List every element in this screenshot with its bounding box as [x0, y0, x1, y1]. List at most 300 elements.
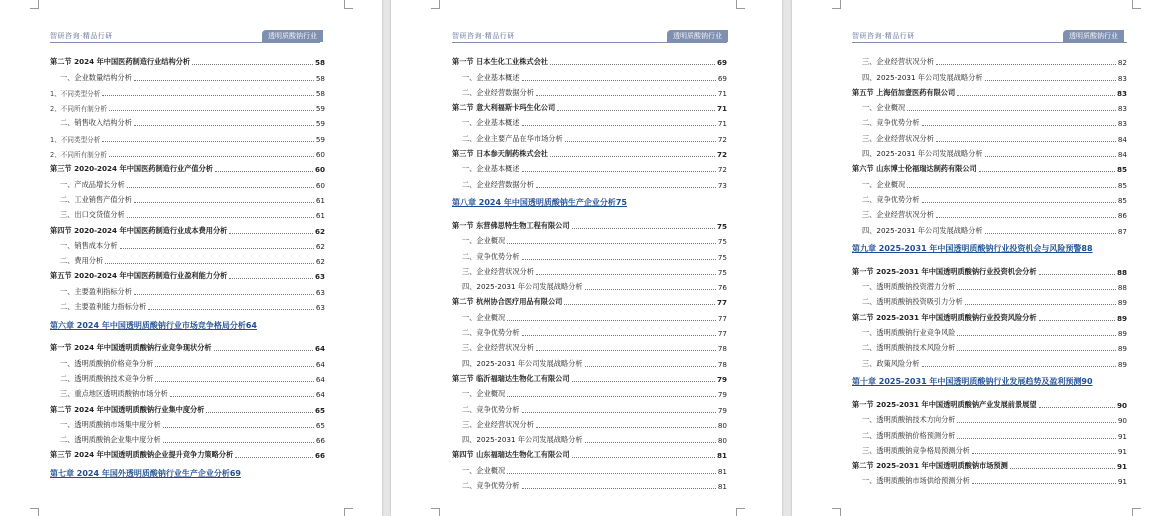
toc-entry-item[interactable]	[452, 399, 727, 414]
toc-page-number: 72	[717, 165, 727, 175]
toc-page-number: 91	[1117, 431, 1127, 441]
toc-page-number: 75	[717, 252, 727, 262]
toc-dot-leader	[134, 80, 314, 81]
toc-dot-leader	[536, 350, 716, 351]
toc-entry-title: 第三节 临沂福瑞达生物化工有限公司	[452, 373, 570, 383]
toc-dot-leader	[985, 233, 1116, 234]
header-rule	[852, 42, 1127, 43]
toc-entry-item[interactable]	[852, 113, 1127, 128]
toc-entry-item[interactable]	[452, 415, 727, 430]
toc-entry-title: 二、竞争优势分析	[462, 481, 520, 491]
toc-entry-title: 第六节 山东博士伦福瑞达制药有限公司	[852, 164, 977, 174]
toc-page-number: 89	[1117, 359, 1127, 369]
toc-entry-item[interactable]	[452, 476, 727, 491]
toc-entry-title: 2、不同所有制分析	[50, 105, 107, 114]
toc-entry-item[interactable]	[852, 128, 1127, 143]
toc-dot-leader	[507, 243, 716, 244]
toc-entry-section[interactable]	[852, 307, 1127, 322]
toc-entry-item[interactable]	[50, 415, 325, 430]
toc-entry-title: 1、不同类型分析	[50, 89, 101, 98]
toc-entry-title: 第三节 2024 年中国透明质酸钠企业提升竞争力策略分析	[50, 450, 234, 460]
toc-entry-item[interactable]	[50, 297, 325, 312]
toc-entry-chapter[interactable]	[50, 460, 325, 486]
toc-entry-title: 第九章 2025-2031 年中国透明质酸钠行业投资机会与风险预警	[852, 244, 1082, 254]
toc-entry-item[interactable]	[452, 262, 727, 277]
toc-entry-title: 四、2025-2031 年公司发展战略分析	[462, 358, 583, 368]
toc-entry-chapter[interactable]	[852, 236, 1127, 262]
toc-page-number: 59	[315, 134, 325, 144]
toc-entry-item[interactable]	[852, 205, 1127, 220]
toc-entry-section[interactable]	[50, 266, 325, 281]
toc-entry-sub[interactable]	[50, 83, 325, 98]
toc-entry-item[interactable]	[452, 277, 727, 292]
toc-page-number: 88	[1116, 267, 1127, 277]
toc-dot-leader	[957, 95, 1115, 96]
toc-entry-title: 一、透明质酸钠价格竞争分析	[60, 358, 154, 368]
toc-entry-item[interactable]	[452, 128, 727, 143]
toc-entry-title: 二、透明质酸钠价格预测分析	[862, 430, 956, 440]
toc-page-number: 63	[314, 272, 325, 282]
toc-page-number: 60	[315, 150, 325, 160]
toc-entry-item[interactable]	[852, 410, 1127, 425]
toc-entry-title: 三、企业经营状况分析	[862, 210, 934, 220]
toc-page-number: 85	[1117, 180, 1127, 190]
toc-dot-leader	[922, 125, 1116, 126]
toc-entry-title: 三、企业经营状况分析	[462, 266, 534, 276]
header-logo: 智研咨询·精品行研	[50, 32, 113, 40]
toc-page-number: 83	[1116, 88, 1127, 98]
toc-dot-leader	[550, 64, 715, 65]
toc-page-number: 77	[717, 313, 727, 323]
toc-entry-section[interactable]	[50, 399, 325, 414]
header-tag: 透明质酸钠行业	[667, 30, 728, 42]
toc-dot-leader	[522, 259, 716, 260]
toc-entry-title: 1、不同类型分析	[50, 135, 101, 144]
toc-entry-title: 三、重点地区透明质酸钠市场分析	[60, 389, 168, 399]
toc-entry-item[interactable]	[452, 460, 727, 475]
toc-entry-item[interactable]	[452, 338, 727, 353]
toc-dot-leader	[1039, 407, 1115, 408]
toc-entry-item[interactable]	[852, 338, 1127, 353]
toc-entry-title: 一、企业概况	[862, 103, 906, 113]
toc-entry-section[interactable]	[50, 220, 325, 235]
toc-dot-leader	[907, 187, 1116, 188]
toc-entry-section[interactable]	[852, 159, 1127, 174]
toc-dot-leader	[134, 294, 314, 295]
toc-dot-leader	[192, 64, 313, 65]
toc-dot-leader	[163, 427, 314, 428]
toc-entry-section[interactable]	[452, 98, 727, 113]
toc-dot-leader	[936, 141, 1116, 142]
toc-entry-section[interactable]	[852, 395, 1127, 410]
toc-entry-title: 一、透明质酸钠市场供给预测分析	[862, 476, 970, 486]
toc-dot-leader	[957, 422, 1115, 423]
toc-dot-leader	[572, 457, 715, 458]
header-tag: 透明质酸钠行业	[1063, 30, 1124, 42]
toc-entry-section[interactable]	[452, 144, 727, 159]
toc-page-number: 61	[315, 195, 325, 205]
toc-page-number: 88	[1081, 244, 1093, 254]
toc-dot-leader	[109, 110, 314, 111]
toc-page-number: 79	[717, 390, 727, 400]
toc-dot-leader	[102, 141, 313, 142]
toc-dot-leader	[215, 171, 313, 172]
toc-page-number: 75	[717, 267, 727, 277]
toc-entry-title: 第二节 2024 年中国医药制造行业结构分析	[50, 57, 191, 67]
toc-dot-leader	[206, 412, 313, 413]
toc-dot-leader	[985, 156, 1116, 157]
toc-entry-item[interactable]	[50, 113, 325, 128]
toc-dot-leader	[979, 171, 1115, 172]
toc-dot-leader	[957, 438, 1115, 439]
crop-mark	[344, 508, 353, 516]
toc-entry-title: 第一节 2025-2031 年中国透明质酸钠产业发展前景展望	[852, 399, 1037, 409]
toc-entry-section[interactable]	[452, 292, 727, 307]
toc-entry-title: 一、企业概况	[462, 465, 506, 475]
toc-entry-title: 二、工业销售产值分析	[60, 194, 132, 204]
toc-entry-section[interactable]	[452, 52, 727, 67]
toc-dot-leader	[522, 171, 716, 172]
toc-page-number: 62	[314, 226, 325, 236]
toc-page-number: 82	[1117, 58, 1127, 68]
toc-entry-section[interactable]	[452, 445, 727, 460]
crop-mark	[431, 508, 440, 516]
toc-entry-title: 四、2025-2031 年公司发展战略分析	[862, 225, 983, 235]
toc-entry-sub[interactable]	[50, 98, 325, 113]
toc-page-number: 72	[717, 134, 727, 144]
toc-dot-leader	[564, 304, 715, 305]
toc-dot-leader	[536, 187, 716, 188]
toc-entry-title: 一、企业基本概述	[462, 118, 520, 128]
crop-mark	[431, 0, 440, 9]
toc-entry-title: 三、透明质酸钠竞争格局预测分析	[862, 445, 970, 455]
toc-page-number: 75	[615, 198, 627, 208]
toc-entry-title: 第七章 2024 年国外透明质酸钠行业生产企业分析	[50, 468, 230, 478]
toc-dot-leader	[585, 442, 716, 443]
toc-entry-item[interactable]	[852, 277, 1127, 292]
toc-entry-title: 第二节 2025-2031 年中国透明质酸钠行业投资风险分析	[852, 312, 1037, 322]
toc-page-number: 59	[315, 119, 325, 129]
toc-entry-item[interactable]	[50, 384, 325, 399]
toc-page-number: 90	[1116, 400, 1127, 410]
toc-entry-title: 2、不同所有制分析	[50, 151, 107, 160]
toc-entry-title: 四、2025-2031 年公司发展战略分析	[462, 435, 583, 445]
toc-entry-title: 一、企业概况	[462, 236, 506, 246]
toc-page-number: 58	[314, 58, 325, 68]
toc-page-number: 73	[717, 180, 727, 190]
toc-page-number: 58	[315, 73, 325, 83]
toc-entry-section[interactable]	[50, 338, 325, 353]
toc-page-number: 63	[315, 287, 325, 297]
toc-dot-leader	[922, 366, 1116, 367]
toc-page-number: 91	[1116, 462, 1127, 472]
toc-page-number: 79	[716, 374, 727, 384]
toc-entry-sub[interactable]	[50, 128, 325, 143]
toc-entry-item[interactable]	[852, 425, 1127, 440]
toc-entry-item[interactable]	[452, 159, 727, 174]
toc-dot-leader	[214, 350, 313, 351]
toc-page-number: 69	[716, 58, 727, 68]
toc-dot-leader	[522, 80, 716, 81]
toc-entry-section[interactable]	[50, 445, 325, 460]
toc-dot-leader	[105, 263, 314, 264]
toc-entry-item[interactable]	[50, 281, 325, 296]
toc-dot-leader	[229, 233, 313, 234]
toc-entry-title: 三、企业经营状况分析	[462, 419, 534, 429]
toc-entry-title: 三、企业经营状况分析	[462, 343, 534, 353]
toc-page-number: 63	[315, 303, 325, 313]
toc-entry-title: 第六章 2024 年中国透明质酸钠行业市场竞争格局分析	[50, 320, 246, 330]
crop-mark	[736, 0, 745, 9]
toc-entry-title: 三、出口交货值分析	[60, 210, 125, 220]
toc-dot-leader	[972, 483, 1116, 484]
toc-page-number: 77	[716, 298, 727, 308]
toc-dot-leader	[936, 217, 1116, 218]
toc-page-number: 69	[717, 73, 727, 83]
toc-dot-leader	[155, 381, 313, 382]
toc-dot-leader	[572, 228, 715, 229]
toc-page-number: 75	[717, 237, 727, 247]
toc-entry-title: 四、2025-2031 年公司发展战略分析	[862, 149, 983, 159]
toc-list	[852, 52, 1127, 486]
toc-dot-leader	[235, 457, 313, 458]
toc-entry-title: 一、企业数量结构分析	[60, 72, 132, 82]
toc-dot-leader	[907, 110, 1116, 111]
toc-entry-title: 二、透明质酸钠技术风险分析	[862, 343, 956, 353]
toc-entry-item[interactable]	[452, 246, 727, 261]
toc-entry-item[interactable]	[50, 190, 325, 205]
crop-mark	[736, 508, 745, 516]
crop-mark	[832, 0, 841, 9]
toc-dot-leader	[536, 427, 716, 428]
toc-entry-section[interactable]	[50, 159, 325, 174]
toc-entry-title: 二、透明质酸钠技术竞争分析	[60, 373, 154, 383]
toc-page-number: 91	[1117, 446, 1127, 456]
toc-entry-item[interactable]	[452, 323, 727, 338]
toc-page-number: 85	[1117, 195, 1127, 205]
toc-page-number: 60	[315, 180, 325, 190]
toc-entry-item[interactable]	[50, 67, 325, 82]
toc-dot-leader	[507, 396, 716, 397]
crop-mark	[344, 0, 353, 9]
toc-entry-item[interactable]	[852, 174, 1127, 189]
toc-dot-leader	[1010, 468, 1115, 469]
toc-entry-item[interactable]	[852, 52, 1127, 67]
toc-entry-title: 四、2025-2031 年公司发展战略分析	[862, 72, 983, 82]
toc-entry-item[interactable]	[50, 353, 325, 368]
toc-entry-title: 第一节 日本生化工业株式会社	[452, 57, 548, 67]
toc-entry-item[interactable]	[452, 384, 727, 399]
toc-dot-leader	[550, 156, 715, 157]
toc-entry-title: 二、销售收入结构分析	[60, 118, 132, 128]
toc-entry-item[interactable]	[452, 353, 727, 368]
header-rule	[50, 42, 320, 43]
toc-entry-title: 一、销售成本分析	[60, 240, 118, 250]
toc-page-number: 64	[315, 359, 325, 369]
crop-mark	[1132, 0, 1141, 9]
toc-entry-section[interactable]	[452, 216, 727, 231]
document-page-2	[391, 0, 782, 516]
toc-entry-title: 一、主要盈利指标分析	[60, 286, 132, 296]
toc-dot-leader	[936, 64, 1116, 65]
toc-entry-item[interactable]	[452, 307, 727, 322]
toc-page-number: 69	[229, 468, 241, 478]
toc-entry-item[interactable]	[50, 236, 325, 251]
toc-page-number: 83	[1117, 119, 1127, 129]
toc-entry-section[interactable]	[852, 262, 1127, 277]
toc-page-number: 90	[1117, 416, 1127, 426]
toc-entry-title: 第二节 意大利福斯卡玛生化公司	[452, 103, 556, 113]
toc-entry-item[interactable]	[852, 292, 1127, 307]
toc-entry-title: 第十章 2025-2031 年中国透明质酸钠行业发展趋势及盈利预测	[852, 377, 1082, 387]
toc-dot-leader	[102, 95, 313, 96]
toc-dot-leader	[507, 473, 716, 474]
toc-entry-item[interactable]	[50, 369, 325, 384]
toc-dot-leader	[522, 125, 716, 126]
toc-dot-leader	[507, 320, 716, 321]
toc-entry-title: 二、费用分析	[60, 256, 104, 266]
toc-entry-title: 一、企业概况	[462, 389, 506, 399]
toc-entry-section[interactable]	[852, 83, 1127, 98]
toc-dot-leader	[985, 80, 1116, 81]
toc-entry-item[interactable]	[452, 430, 727, 445]
toc-entry-section[interactable]	[852, 456, 1127, 471]
toc-dot-leader	[972, 453, 1116, 454]
toc-entry-title: 一、企业概况	[862, 179, 906, 189]
toc-page-number: 71	[717, 88, 727, 98]
toc-dot-leader	[957, 335, 1115, 336]
toc-dot-leader	[522, 335, 716, 336]
toc-dot-leader	[957, 289, 1115, 290]
toc-entry-title: 二、透明质酸钠企业集中度分析	[60, 435, 161, 445]
toc-dot-leader	[536, 95, 716, 96]
toc-entry-title: 第二节 2024 年中国透明质酸钠行业集中度分析	[50, 404, 205, 414]
toc-entry-title: 一、产成品增长分析	[60, 179, 125, 189]
crop-mark	[30, 0, 39, 9]
toc-dot-leader	[155, 366, 313, 367]
toc-entry-item[interactable]	[50, 205, 325, 220]
toc-dot-leader	[585, 366, 716, 367]
toc-entry-title: 二、竞争优势分析	[462, 404, 520, 414]
toc-page-number: 59	[315, 104, 325, 114]
toc-page-number: 58	[315, 88, 325, 98]
toc-entry-item[interactable]	[852, 353, 1127, 368]
toc-dot-leader	[536, 274, 716, 275]
toc-entry-title: 第一节 2024 年中国透明质酸钠行业竞争现状分析	[50, 343, 212, 353]
toc-entry-item[interactable]	[452, 83, 727, 98]
toc-page-number: 62	[315, 241, 325, 251]
toc-page-number: 65	[315, 420, 325, 430]
toc-page-number: 89	[1116, 313, 1127, 323]
toc-page-number: 83	[1117, 104, 1127, 114]
toc-entry-item[interactable]	[852, 67, 1127, 82]
toc-entry-item[interactable]	[852, 144, 1127, 159]
crop-mark	[30, 508, 39, 516]
toc-entry-item[interactable]	[452, 113, 727, 128]
toc-entry-title: 二、透明质酸钠投资吸引力分析	[862, 297, 963, 307]
toc-entry-item[interactable]	[852, 323, 1127, 338]
toc-dot-leader	[585, 289, 716, 290]
toc-entry-item[interactable]	[452, 231, 727, 246]
toc-entry-title: 一、企业基本概述	[462, 72, 520, 82]
toc-page-number: 90	[1081, 377, 1093, 387]
crop-mark	[1132, 508, 1141, 516]
toc-page-number: 72	[716, 150, 727, 160]
toc-list	[50, 52, 325, 486]
toc-entry-sub[interactable]	[50, 144, 325, 159]
toc-entry-title: 二、企业主要产品在华市场分析	[462, 133, 563, 143]
toc-entry-section[interactable]	[50, 52, 325, 67]
toc-page-number: 81	[717, 466, 727, 476]
toc-entry-item[interactable]	[50, 430, 325, 445]
toc-dot-leader	[965, 304, 1116, 305]
toc-entry-title: 二、竞争优势分析	[462, 251, 520, 261]
toc-entry-item[interactable]	[452, 174, 727, 189]
toc-page-number: 75	[716, 221, 727, 231]
toc-entry-item[interactable]	[852, 98, 1127, 113]
toc-entry-item[interactable]	[852, 471, 1127, 486]
toc-page-number: 79	[717, 405, 727, 415]
crop-mark	[832, 508, 841, 516]
toc-entry-item[interactable]	[452, 67, 727, 82]
toc-entry-title: 第五节 上海佰加壹医药有限公司	[852, 87, 956, 97]
toc-page-number: 80	[717, 420, 727, 430]
toc-dot-leader	[522, 488, 716, 489]
toc-dot-leader	[127, 217, 314, 218]
toc-page-number: 86	[1117, 211, 1127, 221]
toc-page-number: 71	[716, 104, 727, 114]
toc-page-number: 64	[315, 374, 325, 384]
toc-page-number: 88	[1117, 283, 1127, 293]
toc-page-number: 78	[717, 344, 727, 354]
toc-page-number: 89	[1117, 344, 1127, 354]
document-page-3	[792, 0, 1176, 516]
toc-page-number: 64	[245, 320, 257, 330]
toc-entry-chapter[interactable]	[852, 369, 1127, 395]
toc-page-number: 71	[717, 119, 727, 129]
toc-entry-title: 四、2025-2031 年公司发展战略分析	[462, 282, 583, 292]
toc-entry-title: 第五节 2020-2024 年中国医药制造行业盈利能力分析	[50, 271, 228, 281]
header-tag: 透明质酸钠行业	[262, 30, 323, 42]
toc-page-number: 61	[315, 211, 325, 221]
toc-dot-leader	[163, 442, 314, 443]
toc-page-number: 84	[1117, 150, 1127, 160]
toc-entry-title: 第八章 2024 年中国透明质酸钠生产企业分析	[452, 198, 616, 208]
toc-entry-item[interactable]	[852, 190, 1127, 205]
toc-dot-leader	[134, 202, 314, 203]
toc-entry-item[interactable]	[852, 441, 1127, 456]
toc-entry-item[interactable]	[50, 251, 325, 266]
toc-entry-title: 第四节 山东福瑞达生物化工有限公司	[452, 450, 570, 460]
toc-dot-leader	[1039, 320, 1115, 321]
toc-entry-title: 第二节 2025-2031 年中国透明质酸钠市场预测	[852, 461, 1008, 471]
toc-dot-leader	[922, 202, 1116, 203]
toc-entry-item[interactable]	[50, 174, 325, 189]
toc-page-number: 66	[314, 451, 325, 461]
toc-entry-title: 一、透明质酸钠技术方向分析	[862, 415, 956, 425]
toc-entry-item[interactable]	[852, 220, 1127, 235]
toc-entry-chapter[interactable]	[50, 312, 325, 338]
toc-page-number: 66	[315, 436, 325, 446]
toc-page-number: 84	[1117, 134, 1127, 144]
toc-entry-title: 第一节 东营佛思特生物工程有限公司	[452, 220, 570, 230]
toc-page-number: 87	[1117, 226, 1127, 236]
toc-entry-chapter[interactable]	[452, 190, 727, 216]
toc-dot-leader	[134, 125, 314, 126]
toc-entry-section[interactable]	[452, 369, 727, 384]
toc-entry-title: 二、企业经营数据分析	[462, 87, 534, 97]
toc-page-number: 64	[314, 344, 325, 354]
